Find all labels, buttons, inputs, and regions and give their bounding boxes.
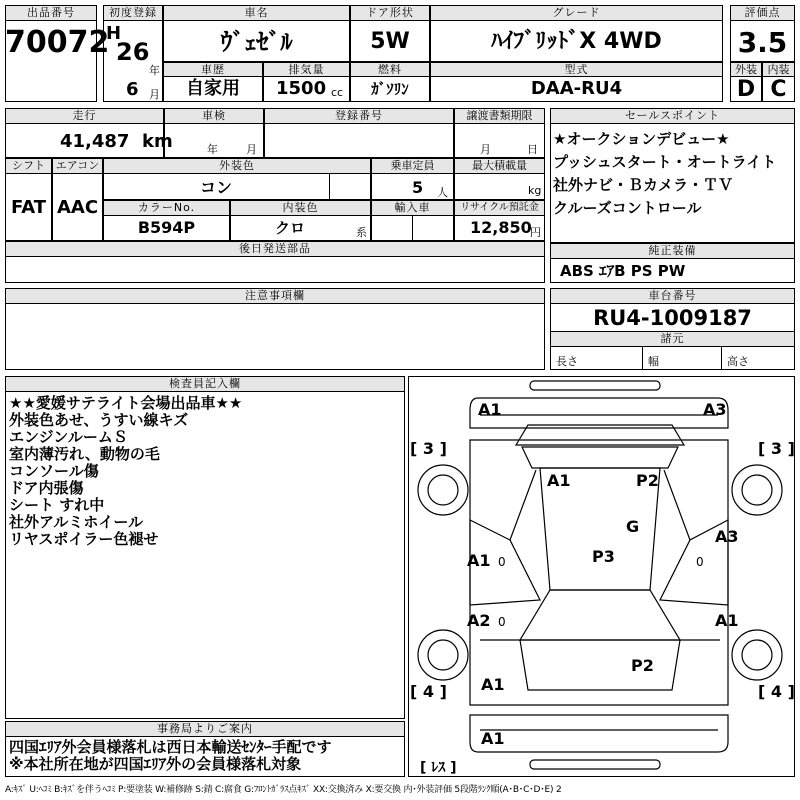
- damage-mark: A1: [547, 471, 571, 490]
- sales-point: ★オークションデビュー★: [553, 130, 730, 148]
- damage-mark: G: [626, 517, 640, 536]
- inspector-line: ★★愛媛サテライト会場出品車★★: [9, 394, 243, 412]
- damage-mark: A2: [467, 611, 491, 630]
- office-title: 事務局よりご案内: [5, 721, 405, 737]
- chassis-title: 車台番号: [550, 288, 795, 304]
- door-handle-mark: 0: [498, 615, 506, 629]
- body-outline: [470, 440, 728, 705]
- rear-bumper-outline: [470, 715, 728, 752]
- equipment-title: 純正装備: [550, 243, 795, 259]
- displacement-label: 排気量: [263, 62, 350, 77]
- inspector-line: シート すれ中: [9, 496, 105, 514]
- damage-mark: [ 3 ]: [758, 439, 795, 458]
- inspector-line: 室内薄汚れ、動物の毛: [9, 445, 160, 463]
- capacity-label: 乗車定員: [371, 158, 454, 174]
- damage-mark: [ 4 ]: [410, 682, 447, 701]
- ac: AAC: [56, 197, 99, 218]
- recycle-fee: 12,850: [470, 218, 532, 237]
- color-no-label: カラーNo.: [103, 200, 230, 216]
- transfer-day-unit: 日: [527, 143, 538, 156]
- capacity: 5: [412, 178, 424, 197]
- door-handle-mark: 0: [498, 555, 506, 569]
- spec-title: 諸元: [550, 331, 795, 347]
- damage-mark: A1: [467, 551, 491, 570]
- era: H: [106, 23, 122, 44]
- mileage-label: 走行: [5, 108, 164, 124]
- front-right-wheel: [732, 465, 782, 515]
- damage-mark: [ 4 ]: [758, 682, 795, 701]
- inspector-line: 外装色あせ、うすい線キズ: [9, 411, 189, 429]
- mileage: 41,487: [60, 131, 130, 152]
- door-handle-mark: 0: [696, 555, 704, 569]
- shift: FAT: [10, 197, 47, 218]
- car-name-label: 車名: [163, 5, 350, 21]
- first-reg-month: 6: [126, 79, 139, 100]
- lot-no-label: 出品番号: [5, 5, 97, 21]
- fuel-label: 燃料: [350, 62, 430, 77]
- damage-mark: [ ﾚｽ ]: [420, 760, 457, 776]
- load-unit: kg: [528, 184, 542, 197]
- car-name: ｳﾞｪｾﾞﾙ: [220, 28, 293, 56]
- sales-point: プッシュスタート・オートライト: [553, 153, 777, 171]
- import-label: 輸入車: [371, 200, 454, 216]
- inspection-label: 車検: [164, 108, 264, 124]
- rear-left-wheel: [418, 630, 468, 680]
- color-label: 外装色: [103, 158, 371, 174]
- inspector-line: リヤスポイラー色褪せ: [9, 530, 159, 548]
- office-line: ※本社所在地が四国ｴﾘｱ外の会員様落札対象: [9, 755, 302, 773]
- grade-label: グレード: [430, 5, 723, 21]
- office-line: 四国ｴﾘｱ外会員様落札は西日本輸送ｾﾝﾀｰ手配です: [9, 738, 332, 756]
- rear-right-wheel: [732, 630, 782, 680]
- chassis-number: RU4-1009187: [593, 306, 752, 330]
- damage-mark: P2: [631, 656, 654, 675]
- damage-mark: A3: [703, 400, 727, 419]
- front-left-wheel: [418, 465, 468, 515]
- damage-mark: A1: [478, 400, 502, 419]
- spec-height-label: 高さ: [727, 355, 749, 368]
- exterior-color: コン: [199, 178, 232, 197]
- grade: ﾊｲﾌﾞﾘｯﾄﾞX 4WD: [491, 29, 662, 54]
- first-reg-year: 26: [116, 38, 150, 66]
- equipment-list: ABS ｴｱB PS PW: [560, 262, 686, 280]
- interior-label: 内装: [762, 62, 795, 77]
- inspector-line: 社外アルミホイール: [9, 513, 144, 531]
- notes-title: 注意事項欄: [5, 288, 545, 304]
- sales-point: クルーズコントロール: [553, 199, 702, 217]
- history-label: 車歴: [163, 62, 263, 77]
- fuel: ｶﾞｿﾘﾝ: [371, 80, 409, 98]
- damage-mark: A1: [715, 611, 739, 630]
- ac-label: エアコン: [52, 158, 103, 174]
- color-no: B594P: [137, 218, 196, 237]
- exterior-grade: D: [736, 77, 756, 102]
- recycle-unit: 円: [530, 226, 541, 239]
- model-label: 型式: [430, 62, 723, 77]
- sales-point: 社外ナビ・Ｂカメラ・ＴＶ: [553, 176, 734, 194]
- transfer-label: 譲渡書類期限: [454, 108, 545, 124]
- damage-mark: A3: [715, 527, 739, 546]
- regno-label: 登録番号: [264, 108, 454, 124]
- door-type: 5W: [370, 29, 410, 54]
- inspector-title: 検査員記入欄: [5, 376, 405, 392]
- sales-points-title: セールスポイント: [550, 108, 795, 124]
- transfer-month-unit: 月: [480, 143, 491, 156]
- spec-width-label: 幅: [648, 355, 659, 368]
- damage-mark: P2: [636, 471, 659, 490]
- inspector-line: ドア内張傷: [9, 479, 84, 497]
- history: 自家用: [186, 78, 240, 99]
- inspector-line: コンソール傷: [9, 462, 99, 480]
- interior-color-unit: 系: [356, 226, 367, 239]
- first-reg-label: 初度登録: [103, 5, 163, 21]
- inspection-year-unit: 年: [207, 143, 218, 156]
- score: 3.5: [737, 26, 788, 59]
- exterior-label: 外装: [730, 62, 762, 77]
- displacement-unit: cc: [331, 86, 344, 99]
- front-bumper-shape: [530, 381, 660, 390]
- door-label: ドア形状: [350, 5, 430, 21]
- spec-length-label: 長さ: [556, 355, 578, 368]
- mileage-unit: km: [142, 131, 173, 152]
- interior-color: クロ: [274, 219, 305, 237]
- recycle-label: リサイクル預託金: [454, 200, 545, 216]
- damage-mark: A1: [481, 675, 505, 694]
- shift-label: シフト: [5, 158, 52, 174]
- lot-no: 70072: [5, 25, 110, 60]
- front-bumper-outline: [470, 398, 728, 428]
- inspection-month-unit: 月: [246, 143, 257, 156]
- year-unit: 年: [149, 64, 160, 77]
- damage-mark: [ 3 ]: [410, 439, 447, 458]
- inspector-line: エンジンルームＳ: [9, 428, 128, 446]
- model: DAA-RU4: [530, 78, 623, 99]
- damage-mark: A1: [481, 729, 505, 748]
- displacement: 1500: [276, 78, 327, 99]
- score-label: 評価点: [730, 5, 795, 21]
- damage-mark: P3: [592, 547, 615, 566]
- damage-legend: A:ｷｽﾞ U:ﾍｺﾐ B:ｷｽﾞを伴うﾍｺﾐ P:要塗装 W:補修跡 S:錆 C:腐食 G:ﾌﾛﾝﾄｶﾞﾗｽ点ｷｽﾞ XX:交換済み X:要交換 内･外装評価 5段階ﾗﾝｸ順(A･B･C･D･E) 2: [5, 785, 562, 795]
- later-parts-label: 後日発送部品: [5, 241, 545, 257]
- month-unit: 月: [149, 88, 160, 101]
- load-label: 最大積載量: [454, 158, 545, 174]
- interior-grade: C: [770, 77, 787, 102]
- interior-color-label: 内装色: [230, 200, 371, 216]
- capacity-unit: 人: [437, 186, 448, 199]
- rear-window-shape: [520, 640, 680, 690]
